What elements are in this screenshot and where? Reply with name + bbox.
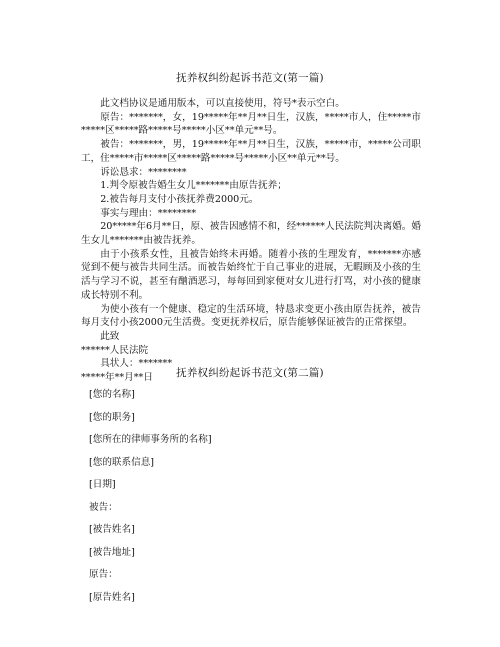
template-line: [日期] [89, 479, 116, 490]
section2-body [81, 388, 421, 613]
template-line: [您所在的律师事务所的名称] [89, 434, 212, 445]
template-line: [您的职务] [89, 411, 135, 423]
signer-line: 具状人：******* [100, 358, 173, 370]
section1-title: 抚养权纠纷起诉书范文(第一篇) [176, 72, 324, 84]
template-line: 原告： [89, 569, 118, 580]
paragraph-facts-3: 为使小孩有一个健康、稳定的生活环境，特恳求变更小孩由原告抚养，被告每月支付小孩2000元生活费。变更抚养权后，原告能够保证被告的正常探望。 [81, 303, 421, 329]
template-line: 被告： [89, 501, 118, 513]
section2-title: 抚养权纠纷起诉书范文(第二篇) [176, 367, 324, 379]
template-line: [您的联系信息] [89, 456, 155, 468]
court-name: ******人民法院 [81, 344, 149, 356]
template-line: [原告姓名] [89, 591, 135, 603]
paragraph-note: 此文档协议是通用版本，可以直接使用，符号*表示空白。 [100, 98, 345, 109]
template-line: [您的名称] [89, 389, 135, 400]
section1-body [81, 97, 421, 385]
closing-salutation: 此致 [100, 330, 120, 342]
template-line: [被告姓名] [89, 524, 135, 535]
date-line: *****年**月**日 [81, 372, 153, 384]
paragraph-facts-2: 由于小孩系女性，且被告始终未再婚。随着小孩的生理发育，*******亦感觉到不便与被告共同生活。而被告始终忙于自己事业的进展，无暇顾及小孩的生活与学习不说，甚至有酗酒恶习，每每回到家便对女儿进行打骂，对小孩的健康成长特别不利。 [81, 248, 421, 301]
paragraph-claims-heading: 诉讼恳求：******** [100, 166, 187, 178]
paragraph-claim-2: 2.被告每月支付小孩抚养费2000元。 [100, 193, 259, 205]
paragraph-facts-1: 20*****年6月**日，原、被告因感情不和，经******人民法院判决离婚。婚生女儿*******由被告抚养。 [81, 221, 421, 247]
paragraph-defendant: 被告：*******，男，19*****年**月**日生，汉族，*****市，*****公司职工，住*****市*****区*****路*****号*****小区**单元**号。 [81, 139, 421, 164]
paragraph-facts-heading: 事实与理由：******** [100, 207, 197, 219]
paragraph-plaintiff: 原告：*******，女，19*****年**月**日生，汉族，*****市人，住*****市*****区*****路*****号*****小区**单元**号。 [81, 111, 421, 137]
paragraph-claim-1: 1.判令原被告婚生女儿*******由原告抚养； [100, 180, 287, 192]
template-line: [被告地址] [89, 546, 135, 558]
